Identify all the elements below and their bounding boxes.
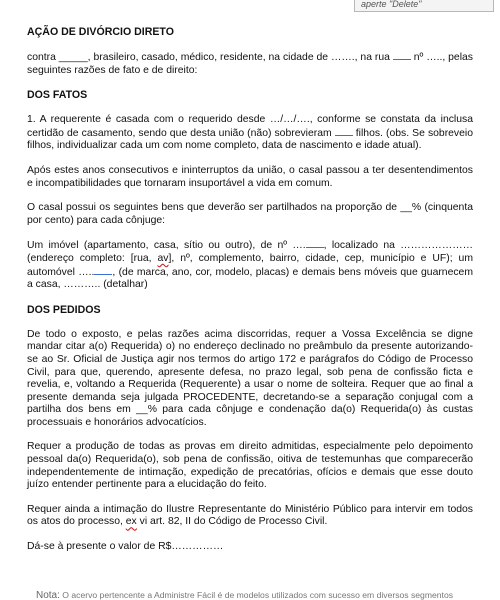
blank-field[interactable] bbox=[393, 51, 411, 60]
paragraph-fatos-2: Após estes anos consecutivos e ininterruptos da união, o casal passou a ter desentendimentos e incompatibilidades que tornaram insuportável a vida em comum. bbox=[27, 164, 473, 189]
delete-hint-text: aperte "Delete" bbox=[361, 0, 422, 9]
intro-paragraph: contra _____, brasileiro, casado, médico, residente, na cidade de ……., na rua nº ….., pelas seguintes razões de fato e de direito: bbox=[27, 52, 473, 76]
document-body bbox=[27, 26, 473, 566]
spelling-flag: av bbox=[157, 252, 169, 264]
paragraph-fatos-3: O casal possui os seguintes bens que deverão ser partilhados na proporção de __% (cinquenta por cento) para cada cônjuge: bbox=[27, 202, 473, 226]
footnote-label: Nota: bbox=[36, 590, 60, 600]
section-heading-pedidos: DOS PEDIDOS bbox=[27, 303, 101, 316]
spelling-flag: ex bbox=[125, 516, 137, 528]
document-title: AÇÃO DE DIVÓRCIO DIRETO bbox=[27, 26, 174, 38]
blank-field[interactable] bbox=[94, 266, 112, 275]
blank-field[interactable] bbox=[306, 239, 324, 248]
paragraph-pedidos-1: De todo o exposto, e pelas razões acima discorridas, requer a Vossa Excelência se digne mandar citar a(o) Requerida) o) no endereço declinado no preâmbulo da presente autorizando-se ao Sr. Oficial de Justiça agir nos termos do artigo 172 e parágrafos do Código de Processo Civil, para que, querendo, apresente defesa, no prazo legal, sob pena de confissão ficta e revelia, e, voltando a Requerida (Requerente) a usar o nome de solteira. Requer que ao final a presente demanda seja julgada PROCEDENTE, decretando-se a separação conjugal com a partilha dos bens em __% para cada cônjuge e condenação da(o) Requerida(o) às custas processuais e honorários advocatícios. bbox=[27, 328, 473, 428]
paragraph-fatos-1: 1. A requerente é casada com o requerido desde …/…/…., conforme se constata da inclusa certidão de casamento, sendo que desta união (não) sobrevieram filhos. (obs. Se sobreveio filhos, individualizar cada um com nome completo, data de nascimento e idade atual). bbox=[27, 114, 473, 152]
footnote bbox=[36, 590, 500, 600]
section-heading-fatos: DOS FATOS bbox=[27, 89, 88, 102]
paragraph-pedidos-2: Requer a produção de todas as provas em direito admitidas, especialmente pelo depoimento pessoal da(o) Requerida(o), sob pena de confissão, oitiva de testemunhas que comparecerão independentemente de intimação, expedição de precatórias, ofícios e demais que esse douto juízo entender pertinente para a elucidação do feito. bbox=[27, 441, 473, 491]
delete-hint-box bbox=[354, 0, 494, 12]
blank-field[interactable] bbox=[335, 127, 353, 136]
paragraph-bens: Um imóvel (apartamento, casa, sítio ou outro), de nº …. , localizado na ………………… (endereço completo: [rua, av], nº, complemento, bairro, cidade, cep, município e UF); um automóvel ….. , (de marca, ano, cor, modelo, placas) e demais bens móveis que guarnecem a casa, ……….. (detalhar) bbox=[27, 240, 473, 291]
paragraph-pedidos-3: Requer ainda a intimação do Ilustre Representante do Ministério Público para intervir em todos os atos do processo, ex vi art. 82, II do Código de Processo Civil. bbox=[27, 503, 473, 528]
paragraph-valor: Dá-se à presente o valor de R$…………… bbox=[27, 541, 224, 553]
footnote-text: O acervo pertencente a Administre Fácil é de modelos utilizados com sucesso em diversos segmentos bbox=[59, 590, 454, 600]
